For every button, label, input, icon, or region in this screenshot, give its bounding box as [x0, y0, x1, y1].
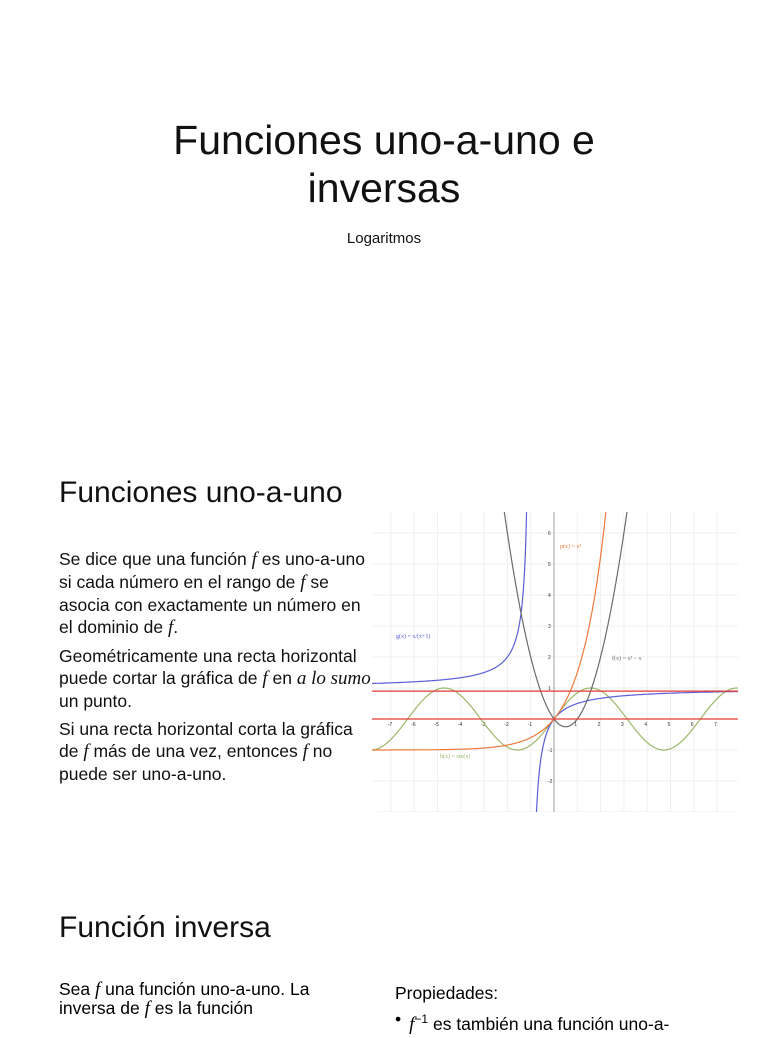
properties-block: [395, 980, 725, 1038]
y-tick-label: 4: [548, 593, 551, 599]
inverse-exponent: −1: [414, 1012, 429, 1026]
slide-title: [100, 116, 668, 212]
bullet-icon: •: [395, 1009, 402, 1029]
y-tick-label: -2: [548, 779, 553, 785]
x-tick-label: -1: [527, 722, 533, 728]
x-tick-label: 4: [644, 722, 647, 728]
label-h: h(x) = sin(x): [440, 754, 471, 760]
y-tick-label: 1: [548, 686, 551, 692]
function-symbol: f: [302, 741, 308, 762]
text-run: en: [267, 668, 297, 688]
x-tick-label: -4: [457, 722, 463, 728]
properties-heading: Propiedades:: [395, 983, 499, 1003]
x-tick-label: -5: [434, 722, 439, 728]
y-tick-label: 6: [548, 531, 551, 537]
function-symbol: f: [262, 668, 268, 689]
text-run: una función uno-a-uno. La inversa de: [59, 979, 310, 1018]
section-heading: Funciones uno-a-uno: [59, 476, 343, 509]
paragraph-definition: [59, 548, 374, 639]
one-to-one-slide: [0, 448, 768, 856]
label-g: g(x) = x/(x+1): [396, 634, 431, 640]
text-run: Si una recta horizontal corta la gráfica de: [59, 719, 353, 761]
x-tick-label: 5: [667, 722, 671, 728]
text-run: Se dice que una función: [59, 549, 252, 569]
section-heading: Función inversa: [59, 911, 271, 944]
slide-title-line2: inversas: [307, 165, 461, 211]
property-text: [409, 1006, 669, 1038]
x-tick-label: -7: [387, 722, 393, 728]
function-symbol: f: [251, 549, 257, 570]
function-symbol: f: [409, 1013, 415, 1035]
slide-title-line1: Funciones uno-a-uno e: [173, 117, 595, 163]
x-tick-label: -2: [504, 722, 509, 728]
emphasis-text: a lo sumo: [296, 668, 371, 689]
title-slide: [0, 0, 768, 448]
x-tick-label: -3: [481, 722, 486, 728]
label-p: p(x) = x³: [560, 544, 582, 550]
function-graph: [372, 512, 738, 812]
text-run: más de una vez, entonces: [88, 741, 303, 761]
text-run: Geométricamente una recta horizontal puede cortar la gráfica de: [59, 646, 357, 688]
function-symbol: f: [83, 741, 89, 762]
property-item: [395, 1006, 725, 1038]
x-tick-label: 6: [690, 722, 694, 728]
x-tick-label: -6: [411, 722, 416, 728]
text-run: se asocia con exactamente un número en el dominio de: [59, 572, 361, 637]
function-symbol: f: [144, 998, 150, 1019]
y-tick-label: 5: [548, 562, 551, 568]
text-run: no puede ser uno-a-uno.: [59, 741, 333, 784]
paragraph-test: [59, 718, 374, 785]
text-run: .: [173, 617, 179, 637]
x-tick-label: 7: [714, 722, 717, 728]
paragraph-geometric: [59, 645, 374, 712]
slide-subtitle: Logaritmos: [346, 230, 422, 247]
label-f: f(x) = x² − x: [612, 656, 642, 662]
text-run: es uno-a-uno si cada número en el rango de: [59, 549, 365, 592]
text-run: Sea: [59, 979, 95, 999]
function-symbol: f: [167, 617, 174, 638]
definition-text: [59, 548, 374, 791]
definition-text: [59, 980, 359, 1018]
text-run: un punto.: [59, 691, 132, 711]
text-run: es también una función uno-a-: [428, 1013, 670, 1034]
text-run: es la función: [149, 998, 254, 1018]
inverse-function-slide: [0, 856, 768, 1035]
x-tick-label: 3: [620, 722, 624, 728]
function-symbol: f: [300, 572, 306, 593]
function-symbol: f: [95, 979, 101, 1000]
y-tick-label: 3: [548, 624, 551, 630]
y-tick-label: -1: [548, 748, 553, 754]
x-tick-label: 2: [597, 722, 601, 728]
x-tick-label: 1: [574, 722, 578, 728]
graph-background: [372, 512, 738, 812]
y-tick-label: 2: [548, 655, 551, 661]
